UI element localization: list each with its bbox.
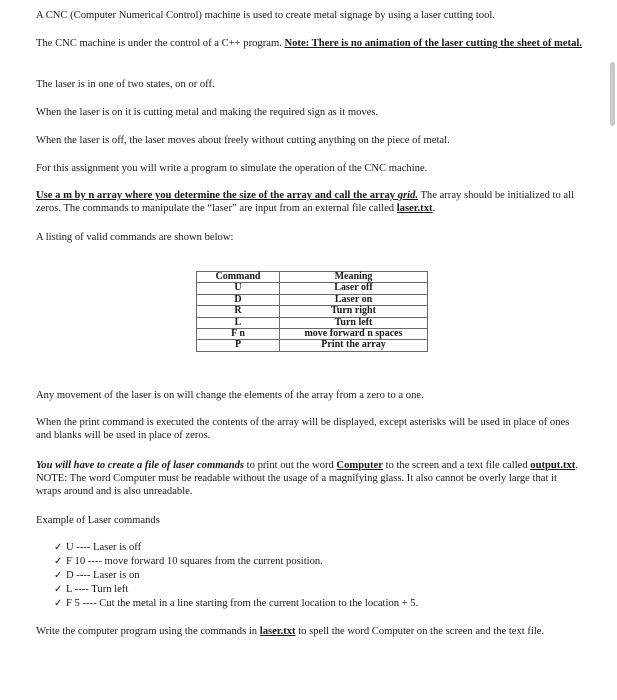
checkmark-icon: ✓ (54, 598, 63, 609)
paragraph-control (36, 37, 584, 50)
paragraph-print: When the print command is executed the contents of the array will be displayed, except asterisks will be used in place of ones and blanks will be used in place of zeros. (36, 417, 570, 441)
table-row (197, 283, 428, 294)
paragraph-laser-off: When the laser is off, the laser moves about freely without cutting anything on the piece of metal. (36, 135, 450, 146)
command-cell: D (197, 294, 280, 305)
checkmark-icon: ✓ (54, 542, 63, 553)
checkmark-icon: ✓ (54, 570, 63, 581)
list-item (54, 583, 418, 597)
table-row (197, 329, 428, 340)
paragraph-intro: A CNC (Computer Numerical Control) machine is used to create metal signage by using a laser cutting tool. (36, 10, 495, 21)
create-file-text2: to the screen and a text file called (382, 460, 531, 471)
scrollbar-thumb[interactable] (610, 62, 615, 126)
array-instruction: Use a m by n array where you determine the size of the array and call the array (36, 190, 398, 201)
command-cell: F n (197, 329, 280, 340)
list-item (54, 569, 418, 583)
paragraph-assignment: For this assignment you will write a program to simulate the operation of the CNC machine. (36, 163, 428, 174)
table-row (197, 340, 428, 351)
example-text: D ---- Laser is on (66, 570, 140, 581)
command-table-header (197, 272, 428, 283)
paragraph-array (36, 189, 584, 215)
paragraph-final (36, 625, 584, 638)
meaning-cell: Turn left (280, 317, 428, 328)
example-text: F 10 ---- move forward 10 squares from the current position. (66, 556, 323, 567)
example-text: L ---- Turn left (66, 584, 129, 595)
command-table (196, 271, 428, 352)
array-end: . (432, 203, 436, 214)
laser-file-name-final: laser.txt (259, 626, 296, 637)
word-computer: Computer (336, 460, 383, 471)
table-row (197, 317, 428, 328)
laser-file-name: laser.txt (396, 203, 433, 214)
no-animation-note: Note: There is no animation of the laser cutting the sheet of metal. (284, 38, 582, 49)
command-cell: U (197, 283, 280, 294)
paragraph-laser-on: When the laser is on it is cutting metal and making the required sign as it moves. (36, 107, 379, 118)
list-item (54, 597, 418, 611)
meaning-cell: move forward n spaces (280, 329, 428, 340)
table-row (197, 294, 428, 305)
final-text: Write the computer program using the commands in (36, 626, 260, 637)
command-cell: R (197, 306, 280, 317)
checkmark-icon: ✓ (54, 584, 63, 595)
create-file-end: . NOTE: The word Computer must be readable without the usage of a magnifying glass. It also cannot be overly large that it wraps around and is also unreadable. (36, 460, 578, 497)
paragraph-states: The laser is in one of two states, on or off. (36, 79, 215, 90)
checkmark-icon: ✓ (54, 556, 63, 567)
output-file-name: output.txt (530, 460, 576, 471)
header-meaning: Meaning (280, 272, 428, 283)
example-commands-list (54, 541, 418, 611)
paragraph-movement: Any movement of the laser is on will change the elements of the array from a zero to a one. (36, 390, 424, 401)
meaning-cell: Laser off (280, 283, 428, 294)
list-item (54, 555, 418, 569)
paragraph-listing: A listing of valid commands are shown below: (36, 232, 234, 243)
final-end: to spell the word Computer on the screen and the text file. (295, 626, 545, 637)
paragraph-example-heading: Example of Laser commands (36, 515, 160, 526)
create-file-text1: to print out the word (244, 460, 337, 471)
command-cell: P (197, 340, 280, 351)
command-cell: L (197, 317, 280, 328)
control-text: The CNC machine is under the control of a C++ program. (36, 38, 285, 49)
meaning-cell: Turn right (280, 306, 428, 317)
grid-name: grid. (397, 190, 418, 201)
header-command: Command (197, 272, 280, 283)
meaning-cell: Laser on (280, 294, 428, 305)
create-file-emphasis: You will have to create a file of laser commands (36, 460, 245, 471)
paragraph-create-file (36, 459, 584, 498)
example-text: F 5 ---- Cut the metal in a line starting from the current location to the location + 5. (66, 598, 419, 609)
list-item (54, 541, 418, 555)
table-row (197, 306, 428, 317)
meaning-cell: Print the array (280, 340, 428, 351)
array-details: The array should be initialized to all zeros. The commands to manipulate the “laser” are input from an external file called (36, 190, 575, 214)
example-text: U ---- Laser is off (66, 542, 142, 553)
